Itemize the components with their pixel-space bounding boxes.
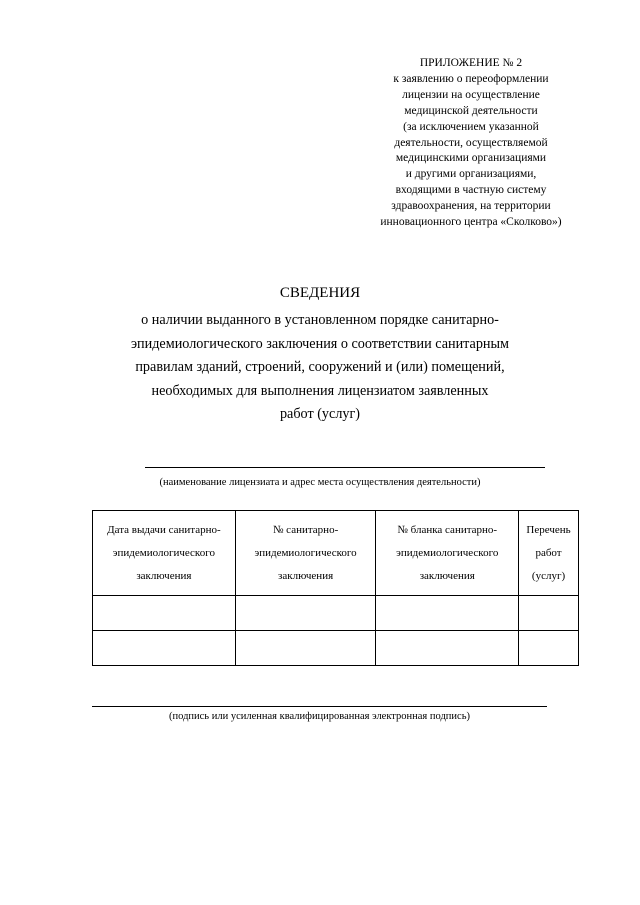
subtitle-line: о наличии выданного в установленном порядке санитарно- xyxy=(141,312,499,328)
table-cell[interactable] xyxy=(235,631,376,666)
table-cell[interactable] xyxy=(93,596,236,631)
document-subtitle xyxy=(100,309,540,427)
table-header-row xyxy=(93,511,579,596)
table-row xyxy=(93,631,579,666)
appendix-line: входящими в частную систему xyxy=(395,184,547,197)
signature-fill-line[interactable] xyxy=(92,706,547,707)
table-cell[interactable] xyxy=(235,596,376,631)
licensee-caption: (наименование лицензиата и адрес места осуществления деятельности) xyxy=(159,477,481,488)
conclusions-table xyxy=(92,510,579,666)
table-cell[interactable] xyxy=(93,631,236,666)
appendix-line: (за исключением указанной xyxy=(403,120,539,133)
subtitle-line: эпидемиологического заключения о соответствии санитарным xyxy=(130,335,510,352)
appendix-line: здравоохранения, на территории xyxy=(391,200,551,213)
appendix-line: и другими организациями, xyxy=(405,168,537,181)
table-cell[interactable] xyxy=(376,631,519,666)
licensee-fill-line[interactable] xyxy=(145,467,545,468)
document-title: СВЕДЕНИЯ xyxy=(279,285,361,301)
appendix-heading: ПРИЛОЖЕНИЕ № 2 xyxy=(419,57,523,69)
signature-caption: (подпись или усиленная квалифицированная электронная подпись) xyxy=(169,711,470,722)
header-works-list: Перечень работ (услуг) xyxy=(519,511,579,596)
header-issue-date: Дата выдачи санитарно- эпидемиологического заключения xyxy=(93,511,236,596)
subtitle-line: правилам зданий, строений, сооружений и (или) помещений, xyxy=(135,359,505,376)
appendix-line: к заявлению о переоформлении xyxy=(393,72,549,85)
appendix-line: деятельности, осуществляемой xyxy=(394,136,548,149)
header-conclusion-number: № санитарно- эпидемиологического заключения xyxy=(235,511,376,596)
table-row xyxy=(93,596,579,631)
subtitle-line: работ (услуг) xyxy=(279,406,361,423)
table-cell[interactable] xyxy=(519,631,579,666)
header-form-number: № бланка санитарно- эпидемиологического заключения xyxy=(376,511,519,596)
appendix-line: инновационного центра «Сколково») xyxy=(380,216,562,229)
table-cell[interactable] xyxy=(519,596,579,631)
appendix-line: лицензии на осуществление xyxy=(402,88,540,101)
appendix-block xyxy=(360,56,582,231)
appendix-line: медицинской деятельности xyxy=(404,104,538,117)
table-cell[interactable] xyxy=(376,596,519,631)
subtitle-line: необходимых для выполнения лицензиатом заявленных xyxy=(151,382,489,399)
appendix-line: медицинскими организациями xyxy=(395,152,547,165)
